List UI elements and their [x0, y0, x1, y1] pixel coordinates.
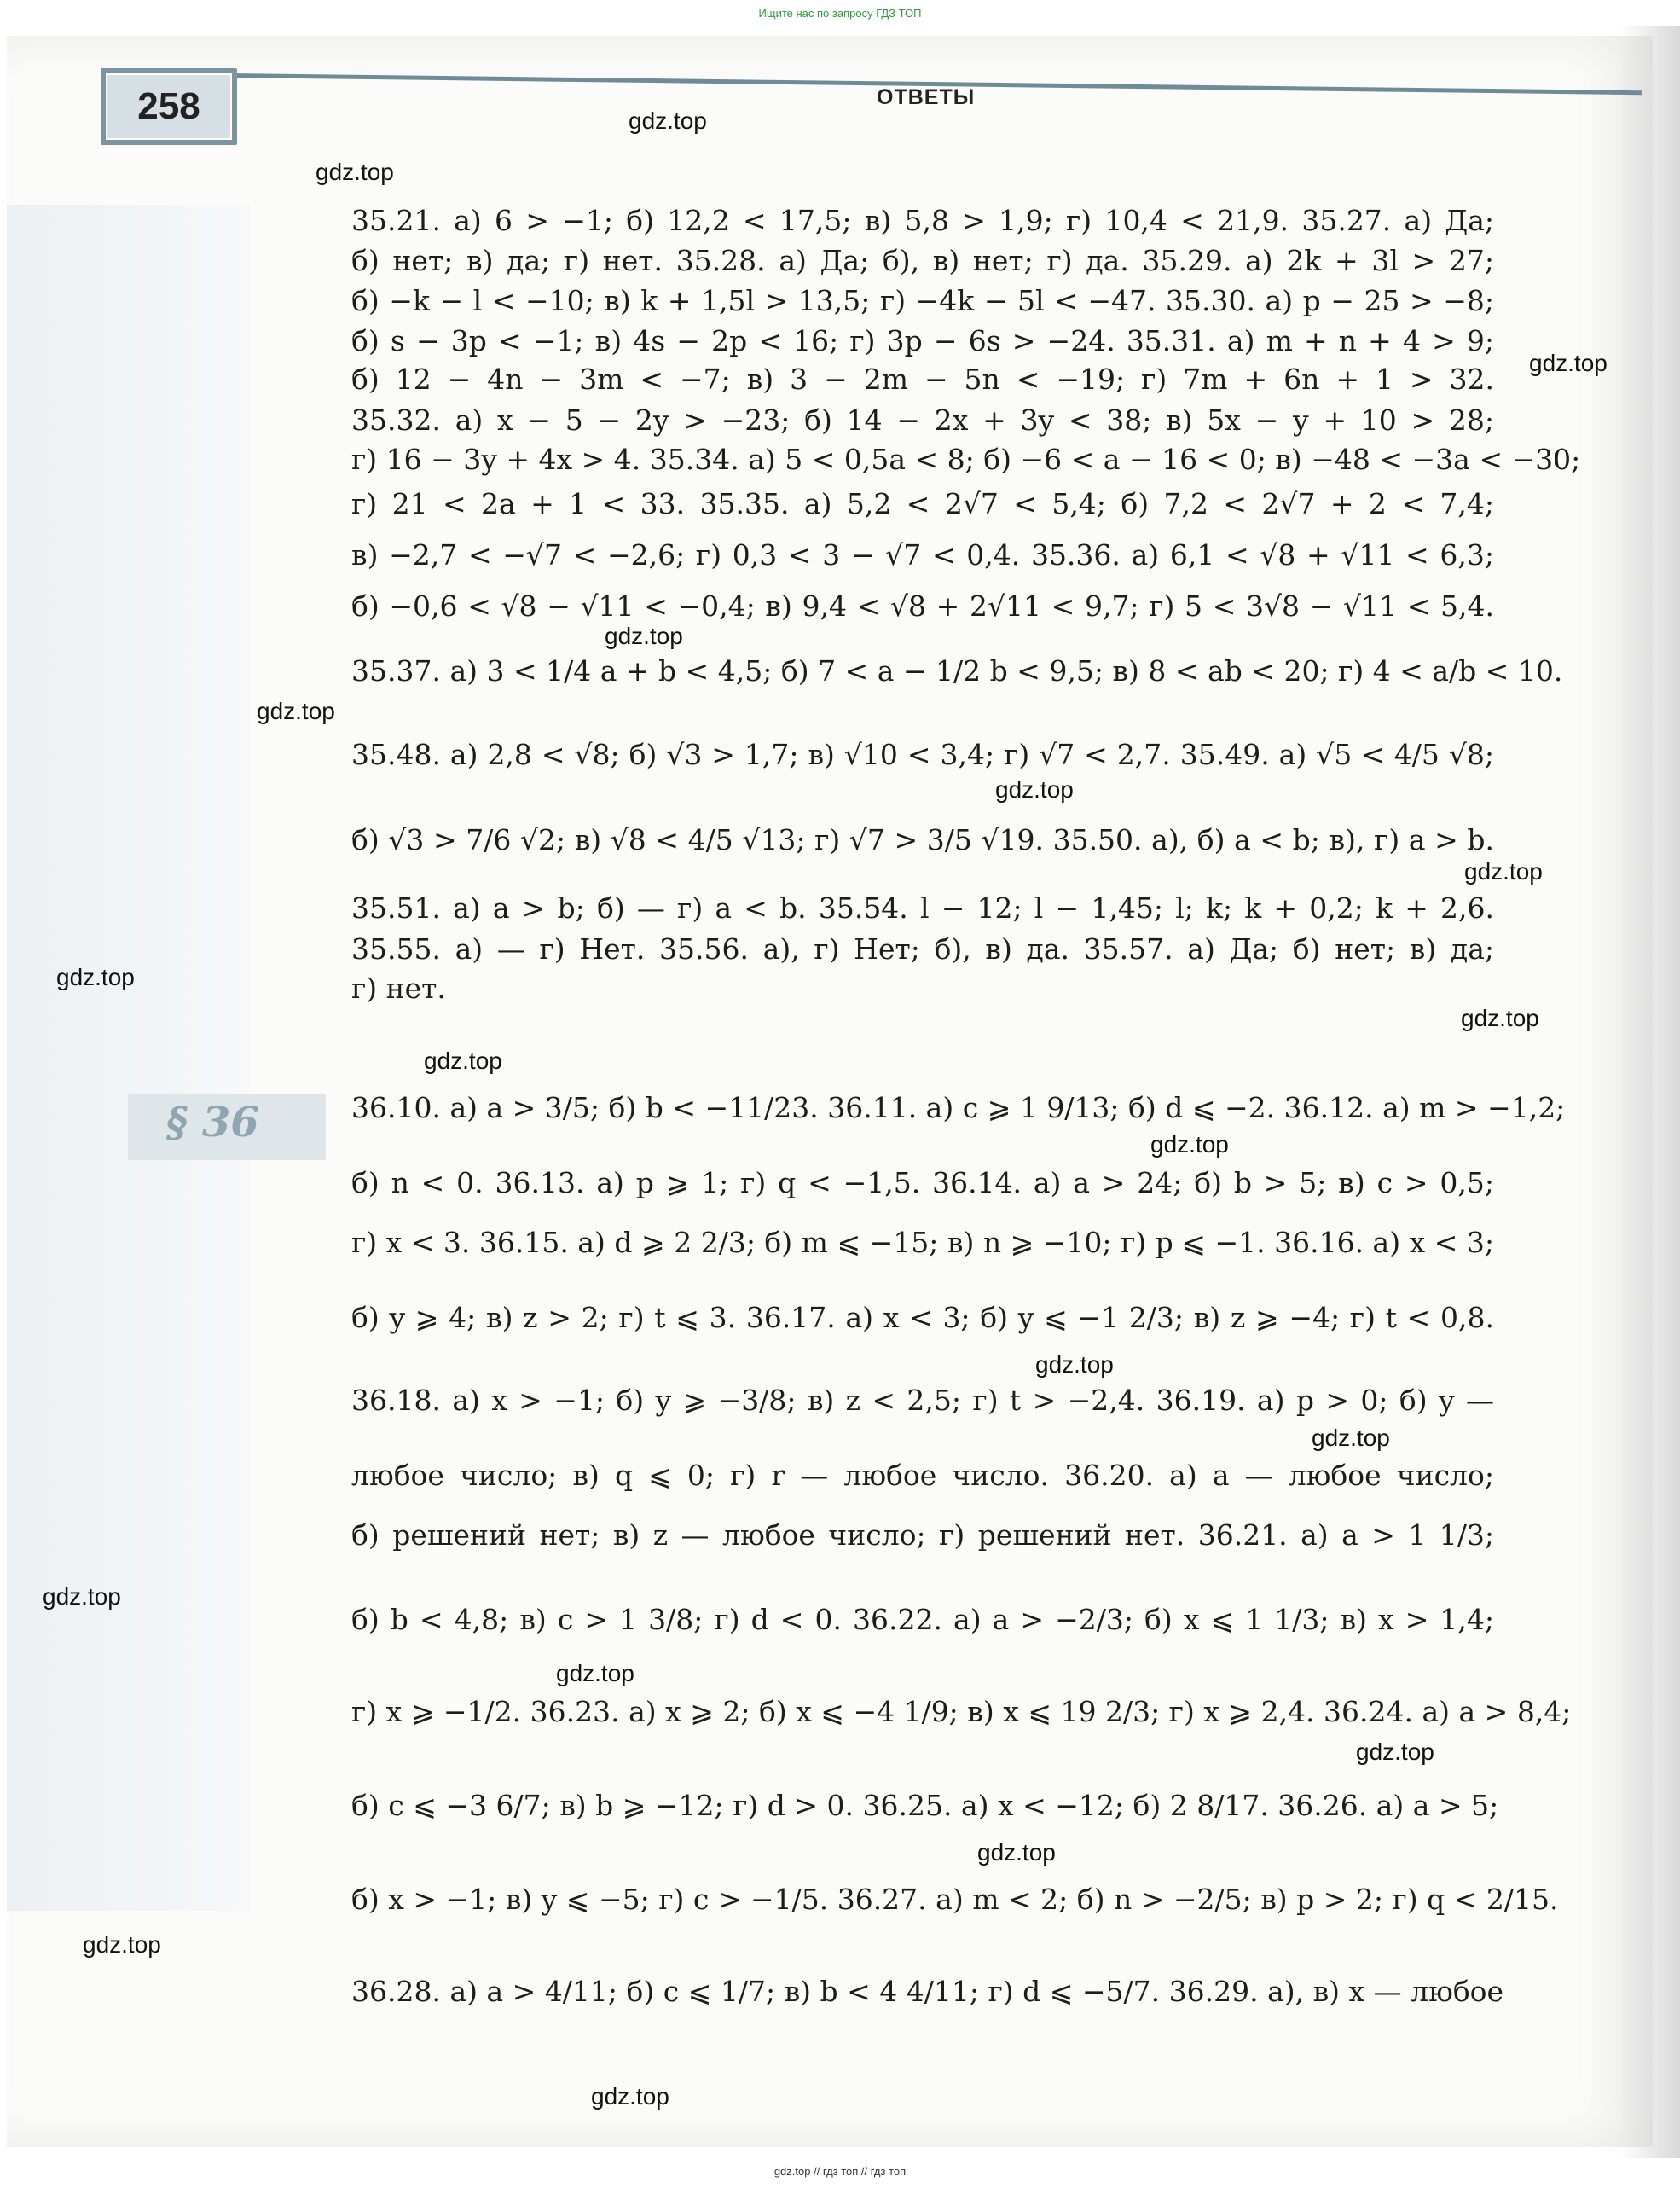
answer-line: б) −0,6 < √8 − √11 < −0,4; в) 9,4 < √8 + 2√11 < 9,7; г) 5 < 3√8 − √11 < 5,4. — [351, 589, 1494, 623]
watermark: gdz.top — [1529, 350, 1608, 376]
watermark: gdz.top — [83, 1931, 161, 1958]
watermark: gdz.top — [1461, 1005, 1539, 1031]
answer-line: 35.32. а) x − 5 − 2y > −23; б) 14 − 2x + 3y < 38; в) 5x − y + 10 > 28; — [351, 403, 1494, 437]
watermark: gdz.top — [1150, 1131, 1229, 1158]
answer-line: б) 12 − 4n − 3m < −7; в) 3 − 2m − 5n < −19; г) 7m + 6n + 1 > 32. — [351, 363, 1494, 396]
answer-line: 36.18. а) x > −1; б) y ⩾ −3/8; в) z < 2,5; г) t > −2,4. 36.19. а) p > 0; б) y — — [351, 1384, 1494, 1417]
watermark: gdz.top — [995, 776, 1074, 803]
answer-line: г) нет. — [351, 972, 446, 1005]
answer-line: 35.21. а) 6 > −1; б) 12,2 < 17,5; в) 5,8 > 1,9; г) 10,4 < 21,9. 35.27. а) Да; — [351, 204, 1494, 237]
answer-line: 35.37. а) 3 < 1/4 a + b < 4,5; б) 7 < a − 1/2 b < 9,5; в) 8 < ab < 20; г) 4 < a/b < 10. — [351, 654, 1563, 688]
answer-line: 35.48. а) 2,8 < √8; б) √3 > 1,7; в) √10 < 3,4; г) √7 < 2,7. 35.49. а) √5 < 4/5 √8; — [351, 738, 1494, 771]
watermark: gdz.top — [1356, 1738, 1434, 1765]
top-banner: Ищите нас по запросу ГДЗ ТОП — [758, 7, 922, 20]
running-head: ОТВЕТЫ — [877, 85, 976, 109]
watermark: gdz.top — [591, 2083, 669, 2110]
left-margin-band — [7, 205, 250, 1911]
watermark: gdz.top — [56, 964, 135, 990]
watermark: gdz.top — [977, 1839, 1056, 1866]
answer-line: 36.28. а) a > 4/11; б) c ⩽ 1/7; в) b < 4 4/11; г) d ⩽ −5/7. 36.29. а), в) x — любое — [351, 1975, 1504, 2008]
watermark: gdz.top — [556, 1660, 634, 1686]
answer-line: г) x ⩾ −1/2. 36.23. а) x ⩾ 2; б) x ⩽ −4 1/9; в) x ⩽ 19 2/3; г) x ⩾ 2,4. 36.24. а) a > 8,4; — [351, 1695, 1572, 1728]
answer-line: 35.51. а) a > b; б) — г) a < b. 35.54. l − 12; l − 1,45; l; k; k + 0,2; k + 2,6. — [351, 891, 1494, 925]
answer-line: б) n < 0. 36.13. а) p ⩾ 1; г) q < −1,5. 36.14. а) a > 24; б) b > 5; в) c > 0,5; — [351, 1166, 1494, 1199]
section-label: § 36 — [166, 1099, 259, 1146]
answer-line: 35.55. а) — г) Нет. 35.56. а), г) Нет; б), в) да. 35.57. а) Да; б) нет; в) да; — [351, 932, 1494, 966]
answer-line: б) √3 > 7/6 √2; в) √8 < 4/5 √13; г) √7 > 3/5 √19. 35.50. а), б) a < b; в), г) a > b. — [351, 823, 1494, 856]
watermark: gdz.top — [1035, 1351, 1114, 1378]
watermark: gdz.top — [1464, 858, 1543, 885]
answer-line: б) −k − l < −10; в) k + 1,5l > 13,5; г) −4k − 5l < −47. 35.30. а) p − 25 > −8; — [351, 284, 1494, 317]
answer-line: г) 21 < 2a + 1 < 33. 35.35. а) 5,2 < 2√7 < 5,4; б) 7,2 < 2√7 + 2 < 7,4; — [351, 487, 1494, 520]
answer-line: б) b < 4,8; в) c > 1 3/8; г) d < 0. 36.22. а) a > −2/3; б) x ⩽ 1 1/3; в) x > 1,4; — [351, 1603, 1494, 1636]
answer-line: г) 16 − 3y + 4x > 4. 35.34. а) 5 < 0,5a < 8; б) −6 < a − 16 < 0; в) −48 < −3a < −30; — [351, 443, 1581, 476]
answer-line: б) c ⩽ −3 6/7; в) b ⩾ −12; г) d > 0. 36.25. а) x < −12; б) 2 8/17. 36.26. а) a > 5; — [351, 1789, 1499, 1822]
watermark: gdz.top — [629, 107, 707, 134]
watermark: gdz.top — [316, 159, 394, 185]
watermark: gdz.top — [1312, 1425, 1390, 1451]
watermark: gdz.top — [43, 1583, 121, 1610]
answer-line: б) нет; в) да; г) нет. 35.28. а) Да; б), в) нет; г) да. 35.29. а) 2k + 3l > 27; — [351, 244, 1494, 277]
page-spine-shadow — [1620, 26, 1680, 2158]
answer-line: г) x < 3. 36.15. а) d ⩾ 2 2/3; б) m ⩽ −15; в) n ⩾ −10; г) p ⩽ −1. 36.16. а) x < 3; — [351, 1226, 1494, 1259]
watermark: gdz.top — [257, 698, 335, 724]
answer-line: в) −2,7 < −√7 < −2,6; г) 0,3 < 3 − √7 < 0,4. 35.36. а) 6,1 < √8 + √11 < 6,3; — [351, 538, 1494, 572]
answer-line: б) s − 3p < −1; в) 4s − 2p < 16; г) 3p − 6s > −24. 35.31. а) m + n + 4 > 9; — [351, 324, 1494, 357]
answer-line: б) y ⩾ 4; в) z > 2; г) t ⩽ 3. 36.17. а) x < 3; б) y ⩽ −1 2/3; в) z ⩾ −4; г) t < 0,8. — [351, 1301, 1494, 1334]
watermark: gdz.top — [605, 623, 683, 649]
answer-line: 36.10. а) a > 3/5; б) b < −11/23. 36.11. а) c ⩾ 1 9/13; б) d ⩽ −2. 36.12. а) m > −1,2; — [351, 1091, 1566, 1124]
answer-line: б) x > −1; в) y ⩽ −5; г) c > −1/5. 36.27. а) m < 2; б) n > −2/5; в) p > 2; г) q < 2/15. — [351, 1883, 1559, 1916]
answer-line: любое число; в) q ⩽ 0; г) r — любое число. 36.20. а) a — любое число; — [351, 1459, 1494, 1492]
footer: gdz.top // гдз топ // гдз топ — [773, 2165, 907, 2178]
page-number: 258 — [106, 73, 232, 140]
answer-line: б) решений нет; в) z — любое число; г) решений нет. 36.21. а) a > 1 1/3; — [351, 1518, 1494, 1552]
watermark: gdz.top — [424, 1048, 502, 1074]
